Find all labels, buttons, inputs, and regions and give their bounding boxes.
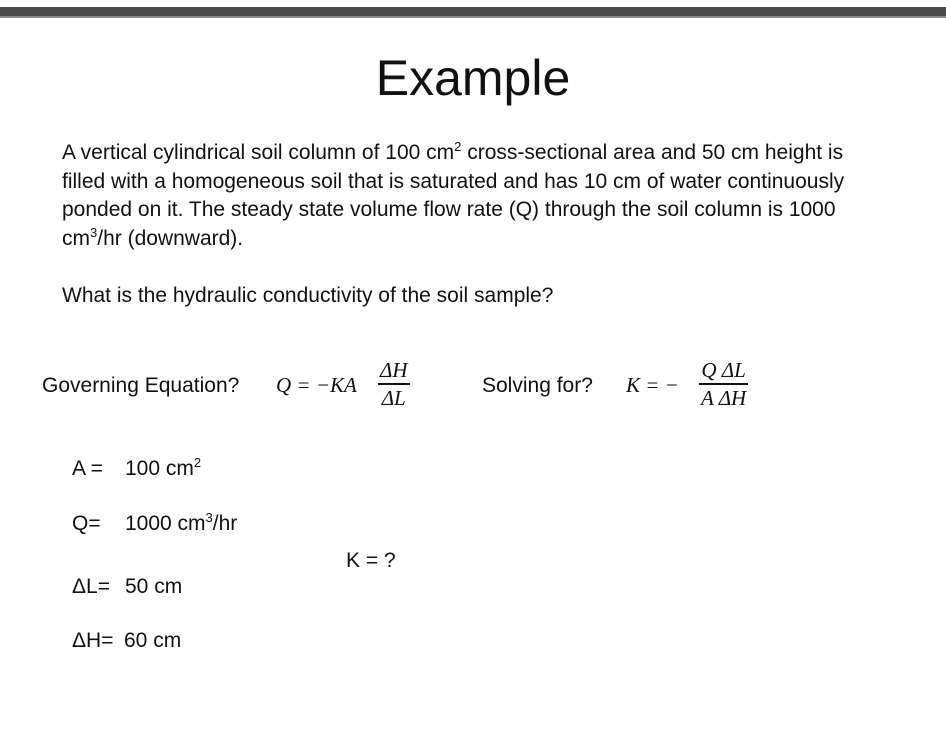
superscript-3: 3 xyxy=(90,224,98,240)
given-flow-number: 1000 cm xyxy=(125,512,206,535)
given-delta-l-label: ΔL= xyxy=(72,575,110,598)
problem-text-part-3: /hr (downward). xyxy=(97,226,244,250)
given-area-number: 100 cm xyxy=(125,457,194,480)
given-flow-unit: /hr xyxy=(212,512,238,535)
superscript-2: 2 xyxy=(193,455,202,470)
question-text: What is the hydraulic conductivity of the soil sample? xyxy=(62,284,554,307)
superscript-3: 3 xyxy=(205,510,213,525)
given-delta-h-label: ΔH= xyxy=(72,629,114,652)
given-area-value xyxy=(125,456,201,482)
governing-equation-lhs: Q = −KA xyxy=(276,373,357,397)
solving-for-label: Solving for? xyxy=(482,374,593,397)
solving-equation-lhs: K = − xyxy=(626,373,679,397)
solving-numerator: Q ΔL xyxy=(701,358,746,382)
problem-text-part-1: A vertical cylindrical soil column of 100 cm xyxy=(62,141,455,164)
problem-statement xyxy=(62,139,872,253)
given-area-label: A = xyxy=(72,457,103,480)
solving-denominator: A ΔH xyxy=(701,385,747,410)
given-flow-label: Q= xyxy=(72,512,101,535)
given-delta-l-value: 50 cm xyxy=(125,575,183,598)
solving-equation-fraction xyxy=(699,358,748,410)
governing-numerator: ΔH xyxy=(380,358,408,382)
given-flow-value xyxy=(125,511,237,537)
problem-text-part-2: cross-sectional area and 50 cm height is filled with a homogeneous soil that is saturated and has 10 cm of water continuously ponded on it. The steady state volume flow rate (Q) through the soil column is 1000 cm xyxy=(62,141,845,250)
top-border-bar xyxy=(0,7,946,18)
governing-equation-label: Governing Equation? xyxy=(42,374,240,397)
governing-equation-fraction xyxy=(378,358,410,410)
superscript-2: 2 xyxy=(454,139,462,154)
unknown-k: K = ? xyxy=(346,549,396,572)
governing-denominator: ΔL xyxy=(381,385,406,410)
slide-title: Example xyxy=(375,50,571,106)
given-delta-h-value: 60 cm xyxy=(124,629,182,652)
